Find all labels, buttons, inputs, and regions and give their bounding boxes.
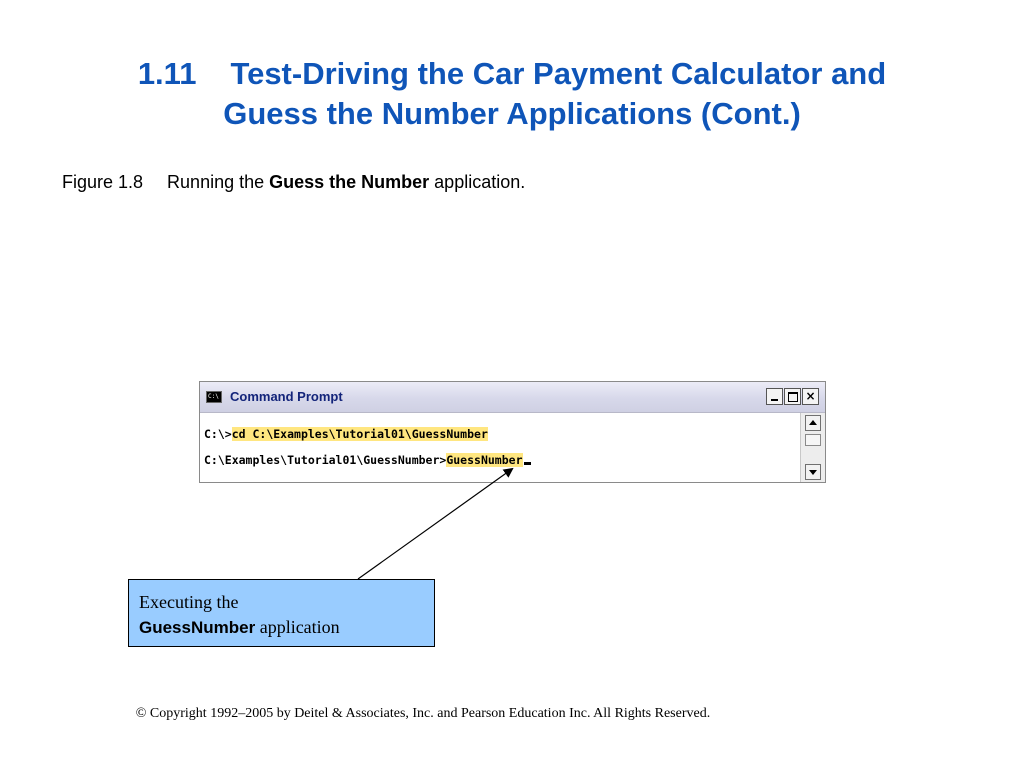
callout-code-name: GuessNumber: [139, 618, 256, 637]
title-text-line1: Test-Driving the Car Payment Calculator and: [230, 56, 887, 91]
console-prompt: C:\Examples\Tutorial01\GuessNumber>: [204, 453, 447, 467]
console-prompt: C:\>: [204, 427, 232, 441]
figure-number: Figure 1.8: [62, 172, 144, 192]
caption-text-after: application.: [429, 172, 526, 192]
vertical-scrollbar[interactable]: [800, 413, 825, 482]
scroll-down-button[interactable]: [805, 464, 821, 480]
close-button[interactable]: [802, 388, 819, 405]
console-command-highlighted: GuessNumber: [446, 453, 523, 467]
slide-title-line1: [40, 54, 984, 94]
caption-app-name: Guess the Number: [269, 172, 430, 192]
copyright-notice: © Copyright 1992–2005 by Deitel & Associates, Inc. and Pearson Education Inc. All Rights Reserved.: [135, 706, 711, 721]
callout-text-after: application: [255, 617, 340, 637]
section-number: 1.11: [137, 56, 197, 91]
text-cursor: [524, 462, 531, 465]
scroll-up-button[interactable]: [805, 415, 821, 431]
callout-arrow: [358, 469, 512, 579]
title-text-line2: Guess the Number Applications (Cont.): [223, 96, 801, 131]
console-command-highlighted: cd C:\Examples\Tutorial01\GuessNumber: [231, 427, 488, 441]
maximize-button[interactable]: [784, 388, 801, 405]
maximize-icon: [788, 392, 798, 402]
console-line: [204, 453, 531, 467]
minimize-icon: [771, 399, 778, 401]
callout-text-line1: Executing the: [139, 592, 239, 612]
callout-text-line2: [139, 615, 434, 640]
callout-box: [128, 579, 435, 647]
slide-title: [40, 54, 984, 134]
close-icon: ×: [805, 389, 816, 403]
console-output[interactable]: [200, 413, 798, 481]
window-titlebar[interactable]: [200, 382, 825, 413]
arrow-up-icon: [809, 420, 817, 425]
window-title: Command Prompt: [230, 389, 343, 404]
command-prompt-window[interactable]: [199, 381, 826, 483]
figure-caption: [62, 170, 525, 194]
arrow-down-icon: [809, 470, 817, 475]
minimize-button[interactable]: [766, 388, 783, 405]
command-prompt-icon[interactable]: C:\: [206, 391, 222, 403]
caption-text-before: Running the: [167, 172, 270, 192]
console-line: [204, 427, 488, 441]
scrollbar-thumb[interactable]: [805, 434, 821, 446]
